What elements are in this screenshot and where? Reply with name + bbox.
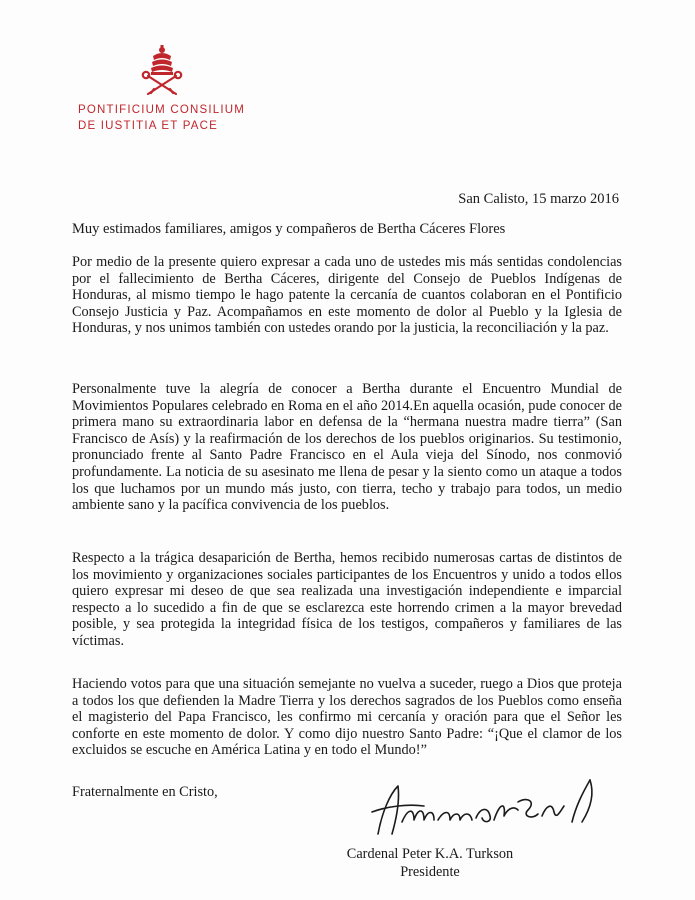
letter-date: San Calisto, 15 marzo 2016 <box>458 191 619 207</box>
papal-keys-tiara-icon <box>140 44 184 96</box>
signer-title: Presidente <box>400 864 460 880</box>
paragraph-3: Respecto a la trágica desaparición de Bertha, hemos recibido numerosas cartas de distintos de los movimiento y organizaciones sociales participantes de los Encuentros y unido a todos ellos quiero expresar mi deseo de que sea realizada una investigación independiente e imparcial respecto a lo sucedido a fin de que se esclarezca este horrendo crimen a la mayor brevedad posible, y sea protegida la integridad física de los testigos, compañeros y familiares de las víctimas. <box>72 550 622 649</box>
paragraph-1: Por medio de la presente quiero expresar a cada uno de ustedes mis más sentidas condolencias por el fallecimiento de Bertha Cáceres, dirigente del Consejo de Pueblos Indígenas de Honduras, al mismo tiempo le hago patente la cercanía de cuantos colaboran en el Pontificio Consejo Justicia y Paz. Acompañamos en este momento de dolor al Pueblo y la Iglesia de Honduras, y nos unimos también con ustedes orando por la justicia, la reconciliación y la paz. <box>72 254 622 337</box>
org-name-line-1: PONTIFICIUM CONSILIUM <box>78 104 246 116</box>
signer-name: Cardenal Peter K.A. Turkson <box>346 846 514 862</box>
handwritten-signature <box>368 772 608 842</box>
paragraph-4: Haciendo votos para que una situación semejante no vuelva a suceder, ruego a Dios que proteja a todos los que defienden la Madre Tierra y los derechos sagrados de los Pueblos como enseña el magisterio del Papa Francisco, les confirmo mi cercanía y oración para que el Señor les conforte en este momento de dolor. Y como dijo nuestro Santo Padre: “¡Que el clamor de los excluidos se escuche en América Latina y en todo el Mundo!” <box>72 676 622 759</box>
closing: Fraternalmente en Cristo, <box>72 784 218 800</box>
salutation: Muy estimados familiares, amigos y compañeros de Bertha Cáceres Flores <box>72 221 506 237</box>
paragraph-2: Personalmente tuve la alegría de conocer a Bertha durante el Encuentro Mundial de Movimientos Populares celebrado en Roma en el año 2014.En aquella ocasión, pude conocer de primera mano su extraordinaria labor en defensa de la “hermana nuestra madre tierra” (San Francisco de Asís) y la reafirmación de los derechos de los pueblos originarios. Su testimonio, pronunciado frente al Santo Padre Francisco en el Aula vieja del Sínodo, nos conmovió profundamente. La noticia de su asesinato me llena de pesar y la siento como un ataque a todos los que luchamos por un mundo más justo, con tierra, techo y trabajo para todos, un medio ambiente sano y la pacífica convivencia de los pueblos. <box>72 381 622 514</box>
org-name-line-2: DE IUSTITIA ET PACE <box>78 120 218 132</box>
